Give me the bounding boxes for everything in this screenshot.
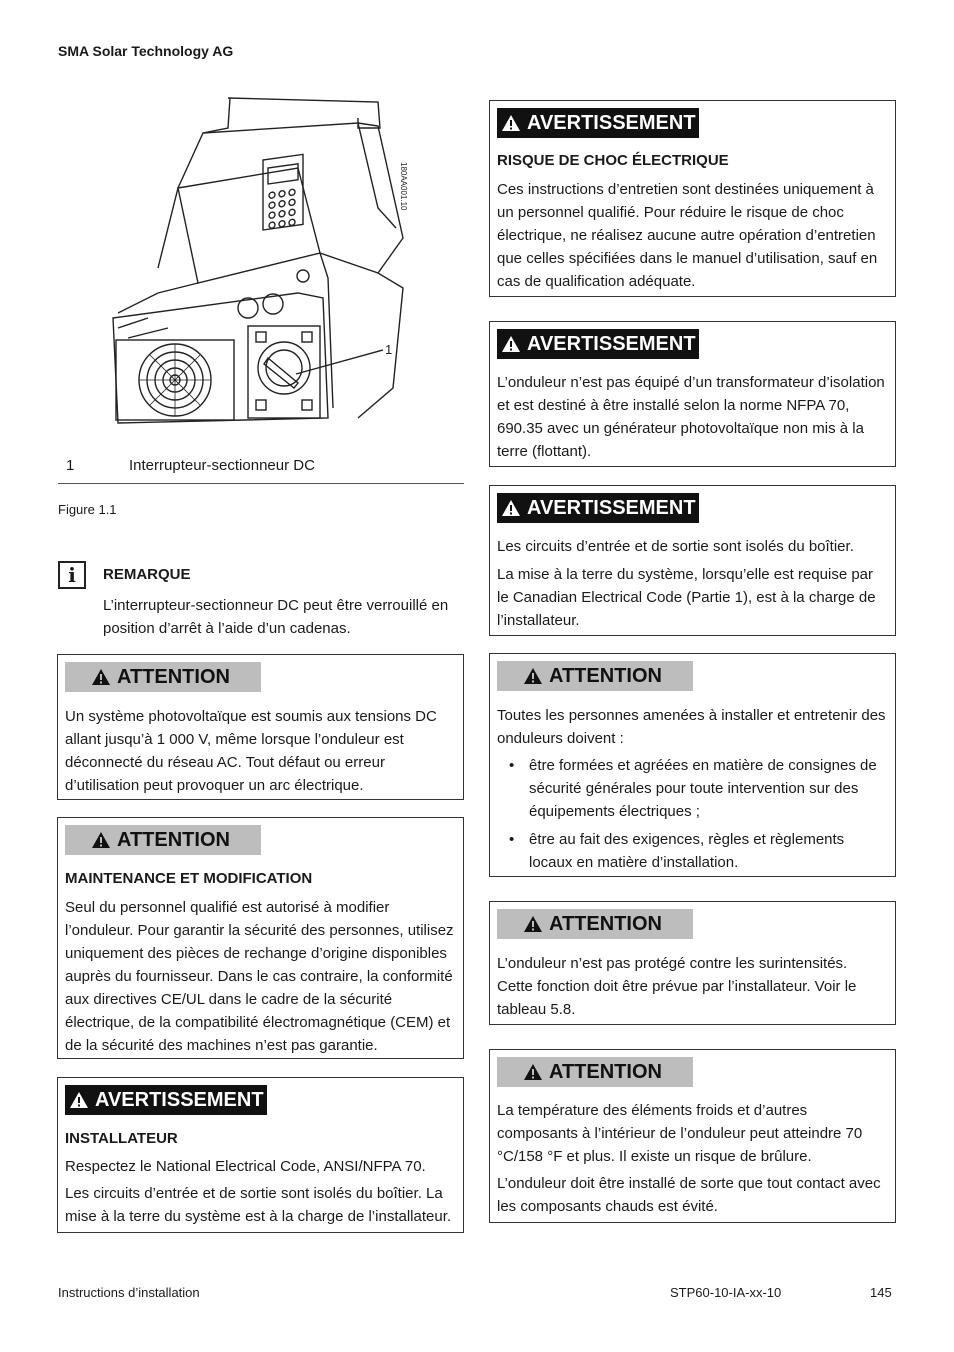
page-number: 145 <box>870 1285 892 1300</box>
box-text: Un système photovoltaïque est soumis aux tensions DC allant jusqu’à 1 000 V, même lorsque l’onduleur est déconnecté du réseau AC. Tout défaut ou erreur d’utilisation peut provoquer un arc électrique. <box>65 708 437 794</box>
figure-caption: Figure 1.1 <box>58 502 117 517</box>
box-text: Seul du personnel qualifié est autorisé à modifier l’onduleur. Pour garantir la sécurité des personnes, utilisez uniquement des pièces de rechange d’origine disponibles auprès du fournisseur. Dans le cas contraire, la conformité aux directives CE/UL dans le cadre de la sécurité électrique, de la compatibilité électromagnétique (CEM) et de la sécurité des machines n’est pas garantie. <box>65 899 454 1054</box>
warning-label <box>65 1085 267 1115</box>
attention-box-maintenance <box>57 817 464 1059</box>
warning-triangle-icon <box>501 499 521 517</box>
warning-triangle-icon <box>501 335 521 353</box>
attention-label <box>65 825 261 855</box>
box-text: Les circuits d’entrée et de sortie sont isolés du boîtier. La mise à la terre du système est à la charge de l’installateur. <box>65 1185 452 1225</box>
inverter-drawing <box>58 88 464 448</box>
box-text: L’onduleur n’est pas équipé d’un transformateur d’isolation et est destiné à être installé selon la norme NFPA 70, 690.35 avec un générateur photovoltaïque non mis à la terre (flottant). <box>497 374 885 460</box>
attention-label <box>65 662 261 692</box>
box-text: Respectez le National Electrical Code, ANSI/NFPA 70. <box>65 1158 426 1175</box>
warning-triangle-icon <box>91 831 111 849</box>
warning-triangle-icon <box>523 667 543 685</box>
box-text: La température des éléments froids et d’autres composants à l’intérieur de l’onduleur peut atteindre 70 °C/158 °F et plus. Il existe un risque de brûlure. <box>497 1102 863 1165</box>
warning-triangle-icon <box>523 1063 543 1081</box>
box-subtitle: RISQUE DE CHOC ÉLECTRIQUE <box>497 152 729 169</box>
attention-label <box>497 661 693 691</box>
attention-label-text: ATTENTION <box>549 1060 662 1083</box>
box-text: L’onduleur doit être installé de sorte que tout contact avec les composants chauds est évité. <box>497 1175 881 1215</box>
warning-box-isolation <box>489 485 896 636</box>
list-item: • être au fait des exigences, règles et règlements locaux en matière d’installation. <box>497 828 887 874</box>
warning-label-text: AVERTISSEMENT <box>95 1088 264 1111</box>
list-item: • être formées et agréées en matière de consignes de sécurité générales pour toute intervention sur des équipements électriques ; <box>497 754 887 823</box>
footer-doc-code: STP60-10-IA-xx-10 <box>670 1285 782 1300</box>
warning-label-text: AVERTISSEMENT <box>527 111 696 134</box>
warning-label <box>497 108 699 138</box>
box-text: L’onduleur n’est pas protégé contre les surintensités. Cette fonction doit être prévue par l’installateur. Voir le tableau 5.8. <box>497 955 857 1018</box>
box-text: Ces instructions d’entretien sont destinées uniquement à un personnel qualifié. Pour réduire le risque de choc électrique, ne réalisez aucune autre opération d’entretien que celles spécifiées dans le manuel d’utilisation, sauf en cas de qualification adéquate. <box>497 181 878 290</box>
warning-box-installer <box>57 1077 464 1233</box>
legend-number: 1 <box>66 457 75 474</box>
bullet-list <box>497 754 887 879</box>
attention-box-personnel <box>489 653 896 877</box>
attention-label-text: ATTENTION <box>549 664 662 687</box>
box-subtitle: INSTALLATEUR <box>65 1130 178 1147</box>
attention-label <box>497 1057 693 1087</box>
figure-side-label: 180AA001.10 <box>399 162 408 211</box>
attention-label-text: ATTENTION <box>117 828 230 851</box>
attention-box-voltage <box>57 654 464 800</box>
warning-label-text: AVERTISSEMENT <box>527 332 696 355</box>
info-icon: i <box>58 561 86 589</box>
remark-title: REMARQUE <box>103 566 191 583</box>
warning-label-text: AVERTISSEMENT <box>527 496 696 519</box>
attention-box-overcurrent <box>489 901 896 1025</box>
box-text: Toutes les personnes amenées à installer et entretenir des onduleurs doivent : <box>497 707 886 747</box>
inverter-figure <box>58 88 464 448</box>
warning-box-transformer <box>489 321 896 467</box>
figure-callout-number: 1 <box>385 342 393 357</box>
warning-triangle-icon <box>523 915 543 933</box>
attention-label <box>497 909 693 939</box>
box-text: La mise à la terre du système, lorsqu’elle est requise par le Canadian Electrical Code (Partie 1), est à la charge de l’installateur. <box>497 566 876 629</box>
box-subtitle: MAINTENANCE ET MODIFICATION <box>65 870 313 887</box>
warning-label <box>497 329 699 359</box>
remark-text: L’interrupteur-sectionneur DC peut être verrouillé en position d’arrêt à l’aide d’un cadenas. <box>103 597 449 637</box>
attention-label-text: ATTENTION <box>549 912 662 935</box>
warning-label <box>497 493 699 523</box>
warning-triangle-icon <box>91 668 111 686</box>
legend-text: Interrupteur-sectionneur DC <box>129 457 315 474</box>
footer-doc-title: Instructions d’installation <box>58 1285 200 1300</box>
warning-triangle-icon <box>69 1091 89 1109</box>
warning-box-shock <box>489 100 896 297</box>
attention-box-temperature <box>489 1049 896 1223</box>
company-name: SMA Solar Technology AG <box>58 43 234 59</box>
box-text: Les circuits d’entrée et de sortie sont isolés du boîtier. <box>497 538 854 555</box>
attention-label-text: ATTENTION <box>117 665 230 688</box>
figure-divider <box>58 483 464 484</box>
warning-triangle-icon <box>501 114 521 132</box>
